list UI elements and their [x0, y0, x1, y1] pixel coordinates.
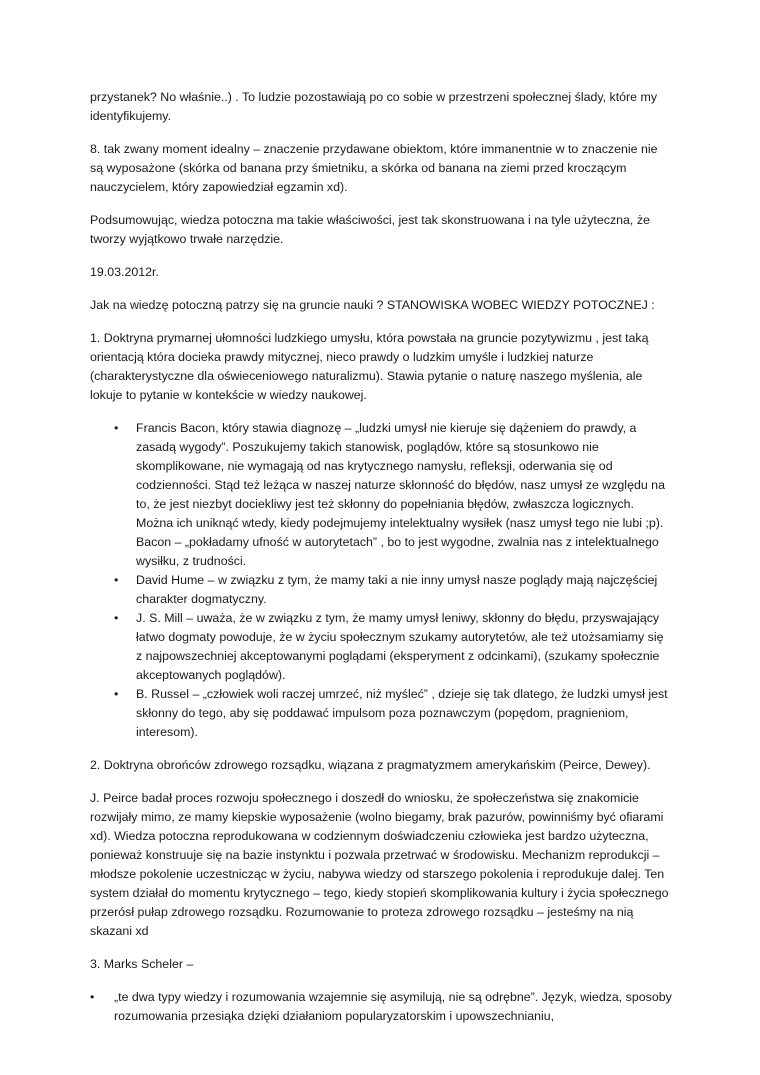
- list-item-text: B. Russel – „człowiek woli raczej umrzeć, niż myśleć” , dzieje się tak dlatego, że ludzki umysł jest skłonny do tego, aby się poddawać impulsom poza poznawczym (popędom, pragnieniom, interesom).: [136, 687, 668, 739]
- paragraph-moment-idealny: 8. tak zwany moment idealny – znaczenie przydawane obiektom, które immanentnie w to znaczenie nie są wyposażone (skórka od banana przy śmietniku, a skórka od banana na ziemi przed kroczącym nauczycielem, który zapowiedział egzamin xd).: [90, 142, 658, 194]
- paragraph-doctrine-2: 2. Doktryna obrońców zdrowego rozsądku, wiązana z pragmatyzmem amerykańskim (Peirce, Dewey).: [90, 758, 651, 772]
- paragraph-question: Jak na wiedzę potoczną patrzy się na gruncie nauki ? STANOWISKA WOBEC WIEDZY POTOCZNEJ :: [90, 298, 655, 312]
- list-item: [90, 419, 672, 571]
- bullet-list-philosophers: [90, 419, 672, 742]
- bullet-icon: •: [114, 611, 119, 625]
- date-heading: 19.03.2012r.: [90, 265, 159, 279]
- bullet-icon: •: [114, 687, 119, 701]
- bullet-list-scheler: [90, 988, 672, 1026]
- list-item-text: David Hume – w związku z tym, że mamy taki a nie inny umysł nasze poglądy mają najczęściej charakter dogmatyczny.: [136, 573, 658, 606]
- list-item: [90, 685, 672, 742]
- list-item-text: „te dwa typy wiedzy i rozumowania wzajemnie się asymilują, nie są odrębne”. Język, wiedza, sposoby rozumowania przesiąka dzięki działaniom popularyzatorskim i upowszechnianiu,: [114, 990, 672, 1023]
- list-item: [90, 609, 672, 685]
- paragraph-scheler: 3. Marks Scheler –: [90, 957, 194, 971]
- bullet-icon: •: [114, 421, 119, 435]
- paragraph-doctrine-1: 1. Doktryna prymarnej ułomności ludzkiego umysłu, która powstała na gruncie pozytywizmu , jest taką orientacją która docieka prawdy mitycznej, nieco prawdy o ludzkim umyśle i ludzkiej naturze (charakterystyczne dla oświeceniowego naturalizmu). Stawia pytanie o naturę naszego myślenia, ale lokuje to pytanie w kontekście w wiedzy naukowej.: [90, 331, 649, 402]
- paragraph-summary: Podsumowując, wiedza potoczna ma takie właściwości, jest tak skonstruowana i na tyle użyteczna, że tworzy wyjątkowo trwałe narzędzie.: [90, 213, 650, 246]
- paragraph-peirce: J. Peirce badał proces rozwoju społecznego i doszedł do wniosku, że społeczeństwa się znakomicie rozwijały mimo, ze mamy kiepskie wyposażenie (wolno biegamy, brak pazurów, powinniśmy być ofiarami xd). Wiedza potoczna reprodukowana w codziennym doświadczeniu człowieka jest bardzo użyteczna, ponieważ konstruuje się na bazie instynktu i pozwala przetrwać w środowisku. Mechanizm reprodukcji – młodsze pokolenie uczestnicząc w życiu, nabywa wiedzy od starszego pokolenia i reprodukuje dalej. Ten system działał do momentu krytycznego – tego, kiedy stopień skomplikowania kultury i życia społecznego przerósł pułap zdrowego rozsądku. Rozumowanie to proteza zdrowego rozsądku – jesteśmy na nią skazani xd: [90, 791, 669, 938]
- list-item-text: Francis Bacon, który stawia diagnozę – „ludzki umysł nie kieruje się dążeniem do prawdy, a zasadą wygody”. Poszukujemy takich stanowisk, poglądów, które są stosunkowo nie skomplikowane, nie wymagają od nas krytycznego namysłu, refleksji, oderwania się od codzienności. Stąd też leżąca w naszej naturze skłonność do błędów, nasz umysł ze względu na to, że jest niezbyt dociekliwy jest też skłonny do popełniania błędów, zwłaszcza logicznych. Można ich uniknąć wtedy, kiedy podejmujemy intelektualny wysiłek (nasz umysł tego nie lubi ;p). Bacon – „pokładamy ufność w autorytetach” , bo to jest wygodne, zwalnia nas z intelektualnego wysiłku, z trudności.: [136, 421, 665, 568]
- list-item: [90, 571, 672, 609]
- paragraph-intro: przystanek? No właśnie..) . To ludzie pozostawiają po co sobie w przestrzeni społecznej ślady, które my identyfikujemy.: [90, 90, 658, 123]
- list-item-text: J. S. Mill – uważa, że w związku z tym, że mamy umysł leniwy, skłonny do błędu, przyswajający łatwo dogmaty powoduje, że w życiu społecznym szukamy autorytetów, ale też utożsamiamy się z najpowszechniej akceptowanymi poglądami (eksperyment z odcinkami), (szukamy społecznie akceptowanych poglądów).: [136, 611, 664, 682]
- bullet-icon: •: [114, 573, 119, 587]
- bullet-icon: •: [90, 990, 95, 1004]
- list-item: [90, 988, 672, 1026]
